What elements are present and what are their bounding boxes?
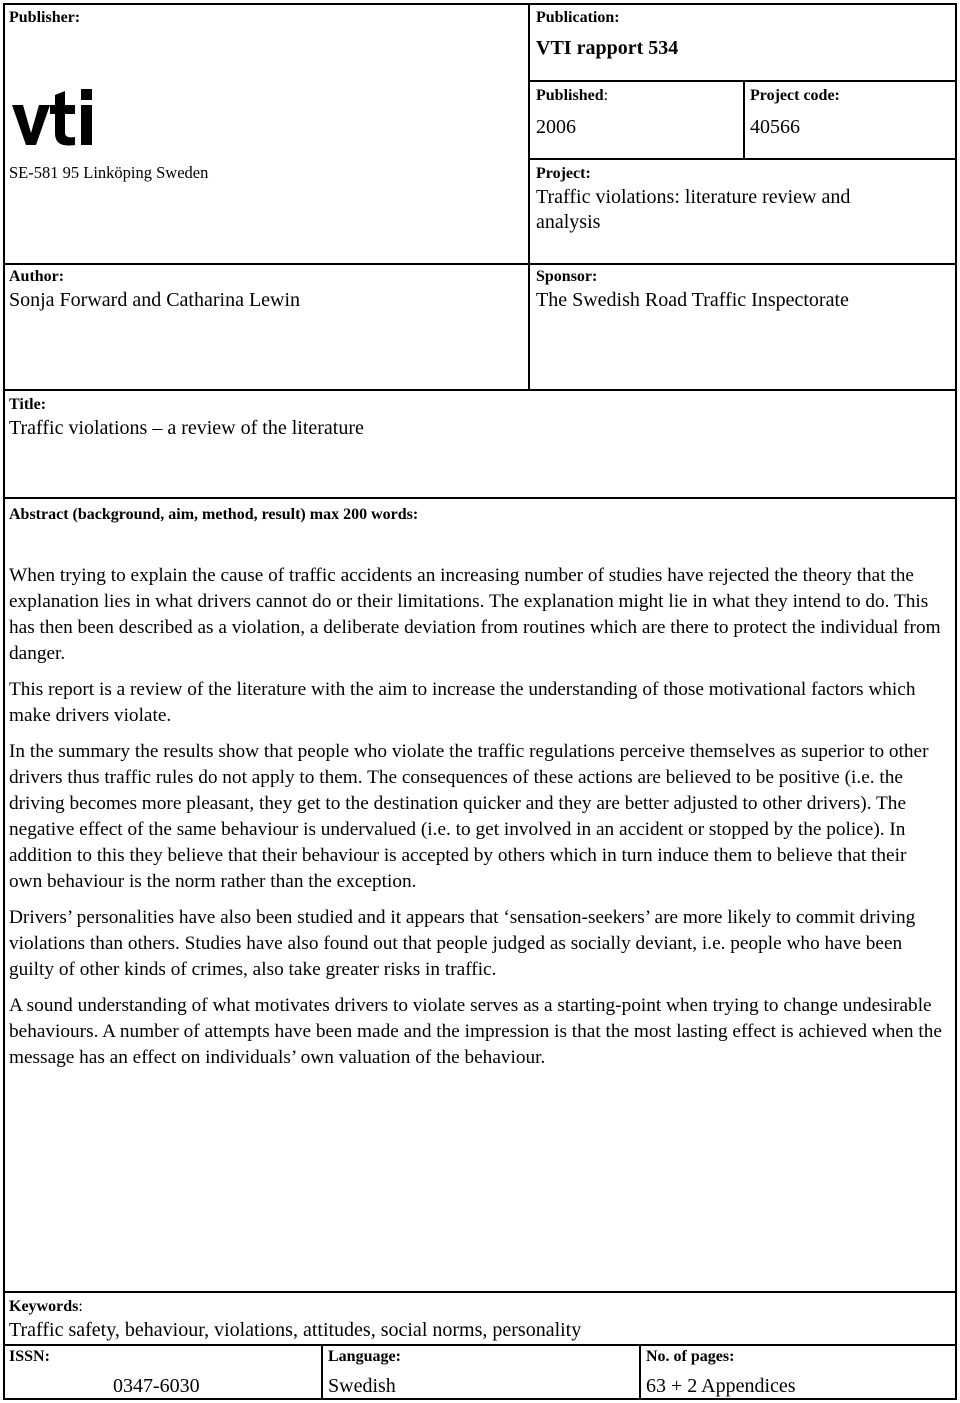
project-code-label: Project code: (750, 87, 840, 104)
language-value: Swedish (328, 1375, 396, 1397)
pages-label: No. of pages: (646, 1348, 735, 1365)
divider-abstract (3, 497, 957, 499)
project-code-value: 40566 (750, 116, 800, 138)
title-label: Title: (9, 396, 47, 413)
issn-value: 0347-6030 (113, 1375, 200, 1397)
divider-published (528, 158, 957, 160)
keywords-value: Traffic safety, behaviour, violations, attitudes, social norms, personality (9, 1319, 582, 1341)
title-value: Traffic violations – a review of the literature (9, 417, 364, 439)
project-label: Project: (536, 165, 591, 182)
abstract-paragraph: When trying to explain the cause of traffic accidents an increasing number of studies have rejected the theory that the explanation lies in what drivers cannot do or their limitations. The explanation might lie in what they intend to do. This has then been described as a violation, a deliberate deviation from routines which are there to protect the individual from danger. (9, 565, 941, 664)
keywords-label-colon: : (78, 1298, 83, 1315)
sponsor-value: The Swedish Road Traffic Inspectorate (536, 289, 849, 311)
publication-value: VTI rapport 534 (536, 37, 679, 59)
divider-author (3, 263, 957, 265)
publisher-address: SE-581 95 Linköping Sweden (9, 163, 209, 182)
author-value: Sonja Forward and Catharina Lewin (9, 289, 301, 311)
publisher-label: Publisher: (9, 9, 81, 26)
publication-label: Publication: (536, 9, 620, 26)
divider-title (3, 389, 957, 391)
divider-issn-language (321, 1344, 323, 1400)
divider-published-code (743, 80, 745, 159)
divider-issn (3, 1344, 957, 1346)
abstract-label: Abstract (background, aim, method, result) max 200 words: (9, 506, 419, 523)
keywords-label-text: Keywords (9, 1298, 79, 1315)
pages-value: 63 + 2 Appendices (646, 1375, 796, 1397)
abstract-body (9, 563, 944, 1081)
report-data-sheet (3, 3, 957, 1400)
author-label: Author: (9, 268, 65, 285)
keywords-label (9, 1298, 83, 1316)
vti-logo (11, 83, 101, 151)
sponsor-label: Sponsor: (536, 268, 598, 285)
abstract-paragraph: Drivers’ personalities have also been studied and it appears that ‘sensation-seekers’ are more likely to commit driving violations than others. Studies have also found out that people judged as socially deviant, i.e. people who have been guilty of other kinds of crimes, also take greater risks in traffic. (9, 907, 916, 980)
published-label-text: Published (536, 87, 604, 104)
divider-language-pages (639, 1344, 641, 1400)
abstract-paragraph: A sound understanding of what motivates drivers to violate serves as a starting-point when trying to change undesirable behaviours. A number of attempts have been made and the impression is that the most lasting effect is achieved when the message has an effect on individuals’ own valuation of the behaviour. (9, 995, 942, 1068)
abstract-paragraph: In the summary the results show that people who violate the traffic regulations perceive themselves as superior to other drivers thus traffic rules do not apply to them. The consequences of these actions are believed to be positive (i.e. the driving becomes more pleasant, they get to the destination quicker and they are better adjusted to other drivers). The negative effect of the same behaviour is undervalued (i.e. to get involved in an accident or stopped by the police). In addition to this they believe that their behaviour is accepted by others which in turn induce them to believe that their own behaviour is the norm rather than the exception. (9, 741, 929, 892)
language-label: Language: (328, 1348, 401, 1365)
project-value: Traffic violations: literature review and analysis (536, 186, 851, 233)
issn-label: ISSN: (9, 1348, 50, 1365)
published-value: 2006 (536, 116, 576, 138)
divider-vertical-top (528, 3, 530, 390)
divider-keywords (3, 1291, 957, 1293)
published-label (536, 87, 608, 105)
abstract-paragraph: This report is a review of the literature with the aim to increase the understanding of those motivational factors which make drivers violate. (9, 679, 916, 726)
published-label-colon: : (603, 87, 609, 104)
